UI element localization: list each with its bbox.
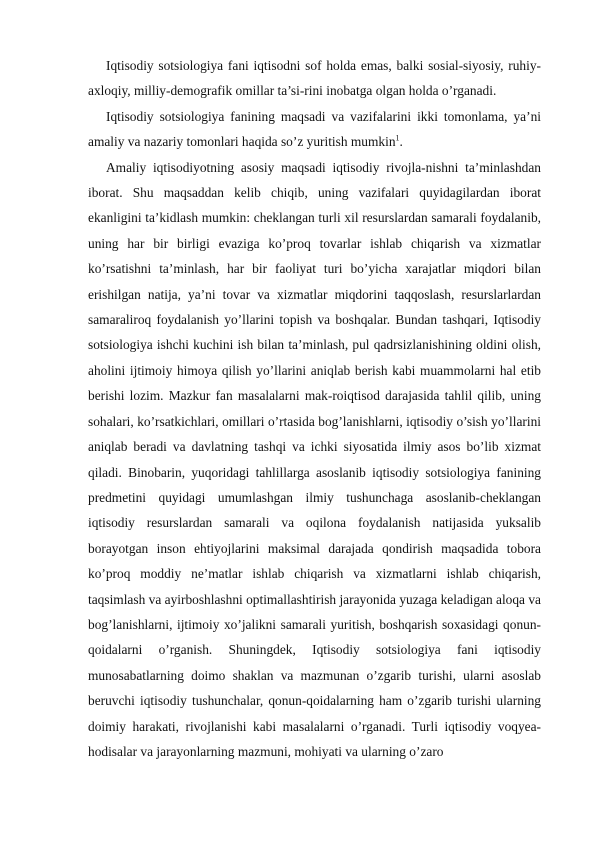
paragraph-3 <box>88 155 541 765</box>
paragraph-3-text: Amaliy iqtisodiyotning asosiy maqsadi iqtisodiy rivojla-nishni ta’minlashdan iborat. Shu maqsaddan kelib chiqib, uning vazifalari quyidagilardan iborat ekanligini ta’kidlash mumkin: cheklangan turli xil resurslardan samarali foydalanib, uning har bir birligi evaziga ko’proq tovarlar ishlab chiqarish va xizmatlar ko’rsatishni ta’minlash, har bir faoliyat turi bo’yicha xarajatlar miqdori bilan erishilgan natija, ya’ni tovar va xizmatlar miqdorini taqqoslash, resurslarlardan samaraliroq foydalanish yo’llarini topish va boshqalar. Bundan tashqari, Iqtisodiy sotsiologiya ishchi kuchini ish bilan ta’minlash, pul qadrsizlanishining oldini olish, aholini ijtimoiy himoya qilish yo’llarini aniqlab berish kabi muammolarni hal etib berishi lozim. Mazkur fan masalalarni mak-roiqtisod darajasida tahlil qilib, uning sohalari, ko’rsatkichlari, omillari o’rtasida bog’lanishlarni, iqtisodiy o’sish yo’llarini aniqlab beradi va davlatning tashqi va ichki siyosatida ilmiy asos bo’lib xizmat qiladi. Binobarin, yuqoridagi tahlillarga asoslanib iqtisodiy sotsiologiya fanining predmetini quyidagi umumlashgan ilmiy tushunchaga asoslanib-cheklangan iqtisodiy resurslardan samarali va oqilona foydalanish natijasida yuksalib borayotgan inson ehtiyojlarini maksimal darajada qondirish maqsadida tobora ko’proq moddiy ne’matlar ishlab chiqarish va xizmatlarni ishlab chiqarish, taqsimlash va ayirboshlashni optimallashtirish jarayonida yuzaga keladigan aloqa va bog’lanishlarni, ijtimoiy xo’jalikni samarali yuritish, boshqarish soxasidagi qonun-qoidalarni o’rganish. Shuningdek, Iqtisodiy sotsiologiya fani iqtisodiy munosabatlarning doimo shaklan va mazmunan o’zgarib turishi, ularni asoslab beruvchi iqtisodiy tushunchalar, qonun-qoidalarning ham o’zgarib turishi ularning doimiy harakati, rivojlanishi kabi masalalarni o’rganadi. Turli iqtisodiy voqyea-hodisalar va jarayonlarning mazmuni, mohiyati va ularning o’zaro <box>88 159 541 759</box>
paragraph-2 <box>88 104 541 155</box>
paragraph-1 <box>88 53 541 104</box>
paragraph-2-end: . <box>399 134 403 150</box>
paragraph-2-text: Iqtisodiy sotsiologiya fanining maqsadi va vazifalarini ikki tomonlama, ya’ni amaliy va nazariy tomonlari haqida so’z yuritish mumkin <box>88 108 541 150</box>
paragraph-1-text: Iqtisodiy sotsiologiya fani iqtisodni sof holda emas, balki sosial-siyosiy, ruhiy-axloqiy, milliy-demografik omillar ta’si-rini inobatga olgan holda o’rganadi. <box>88 58 541 99</box>
footnote-marker[interactable]: 1 <box>395 133 400 143</box>
body-text <box>88 53 541 764</box>
